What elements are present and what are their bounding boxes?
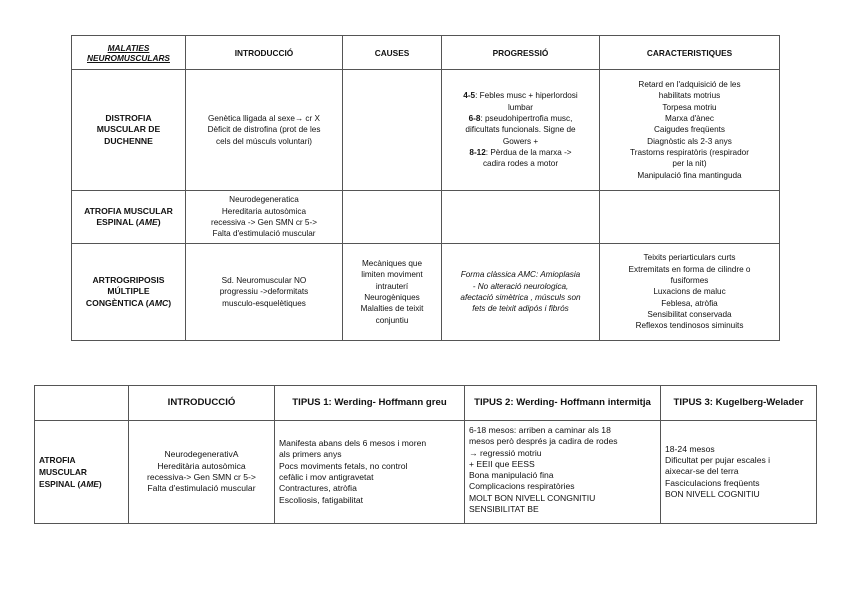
progress-cell [442, 191, 600, 244]
header-diseases: MALATIES NEUROMUSCULARS [72, 36, 186, 70]
intro-cell: Sd. Neuromuscular NO progressiu ->deformitats musculo-esquelètiques [186, 244, 343, 341]
header-type2: TIPUS 2: Werding- Hoffmann intermitja [465, 386, 661, 421]
header-type3: TIPUS 3: Kugelberg-Welader [661, 386, 817, 421]
intro-cell: Neurodegeneratica Hereditaria autosòmica recessiva -> Gen SMN cr 5-> Falta d'estimulació muscular [186, 191, 343, 244]
header-type1: TIPUS 1: Werding- Hoffmann greu [275, 386, 465, 421]
type2-cell: 6-18 mesos: arriben a caminar als 18 mesos però després ja cadira de rodes → regressió motriu + EEII que EESS Bona manipulació fina Complicacions respiratòries MOLT BON NIVELL CONGNITIU SENSIBILITAT BE [465, 421, 661, 524]
causes-cell: Mecàniques que limiten moviment intrauterí Neurogèniques Malalties de teixit conjuntiu [343, 244, 442, 341]
header-empty [35, 386, 129, 421]
ame-types-table [34, 385, 817, 524]
header-intro: INTRODUCCIÓ [129, 386, 275, 421]
progress-cell: 4-5: Febles musc + hiperlordosi lumbar 6-8: pseudohipertrofia musc, dificultats funcionals. Signe de Gowers + 8-12: Pèrdua de la marxa -> cadira rodes a motor [442, 70, 600, 191]
header-causes: CAUSES [343, 36, 442, 70]
progress-cell: Forma clàssica AMC: Amioplasia - No alteració neurologica, afectació simètrica , músculs son fets de teixit adipós i fibrós [442, 244, 600, 341]
features-cell: Retard en l'adquisició de les habilitats motrius Torpesa motriu Marxa d'ànec Caigudes freqüents Diagnòstic als 2-3 anys Trastorns respiratòris (respirador per la nit) Manipulació fina mantinguda [600, 70, 780, 191]
table-header-row [72, 36, 780, 70]
disease-name: ATROFIA MUSCULAR ESPINAL (AME) [72, 191, 186, 244]
causes-cell [343, 191, 442, 244]
type3-cell: 18-24 mesos Dificultat per pujar escales i aixecar-se del terra Fasciculacions freqüents BON NIVELL COGNITIU [661, 421, 817, 524]
disease-name: DISTROFIA MUSCULAR DE DUCHENNE [72, 70, 186, 191]
table-row-ame [72, 191, 780, 244]
table-row-duchenne [72, 70, 780, 191]
features-cell [600, 191, 780, 244]
table-header-row [35, 386, 817, 421]
table-row-amc [72, 244, 780, 341]
neuromuscular-diseases-table [71, 35, 780, 341]
header-features: CARACTERISTIQUES [600, 36, 780, 70]
intro-cell: Genètica lligada al sexe→ cr X Dèficit de distrofina (prot de les cels del músculs voluntari) [186, 70, 343, 191]
causes-cell [343, 70, 442, 191]
disease-name: ARTROGRIPOSIS MÚLTIPLE CONGÈNTICA (AMC) [72, 244, 186, 341]
table-row-ame [35, 421, 817, 524]
intro-cell: NeurodegenerativA Hereditària autosòmica recessiva-> Gen SMN cr 5-> Falta d'estimulació muscular [129, 421, 275, 524]
type1-cell: Manifesta abans dels 6 mesos i moren als primers anys Pocs moviments fetals, no control cefàlic i mov antigravetat Contractures, atròfia Escoliosis, fatigabilitat [275, 421, 465, 524]
disease-name: ATROFIA MUSCULAR ESPINAL (AME) [35, 421, 129, 524]
features-cell: Teixits periarticulars curts Extremitats en forma de cilindre o fusiformes Luxacions de maluc Feblesa, atròfia Sensibilitat conservada Reflexos tendinosos siminuits [600, 244, 780, 341]
header-intro: INTRODUCCIÓ [186, 36, 343, 70]
header-progress: PROGRESSIÓ [442, 36, 600, 70]
